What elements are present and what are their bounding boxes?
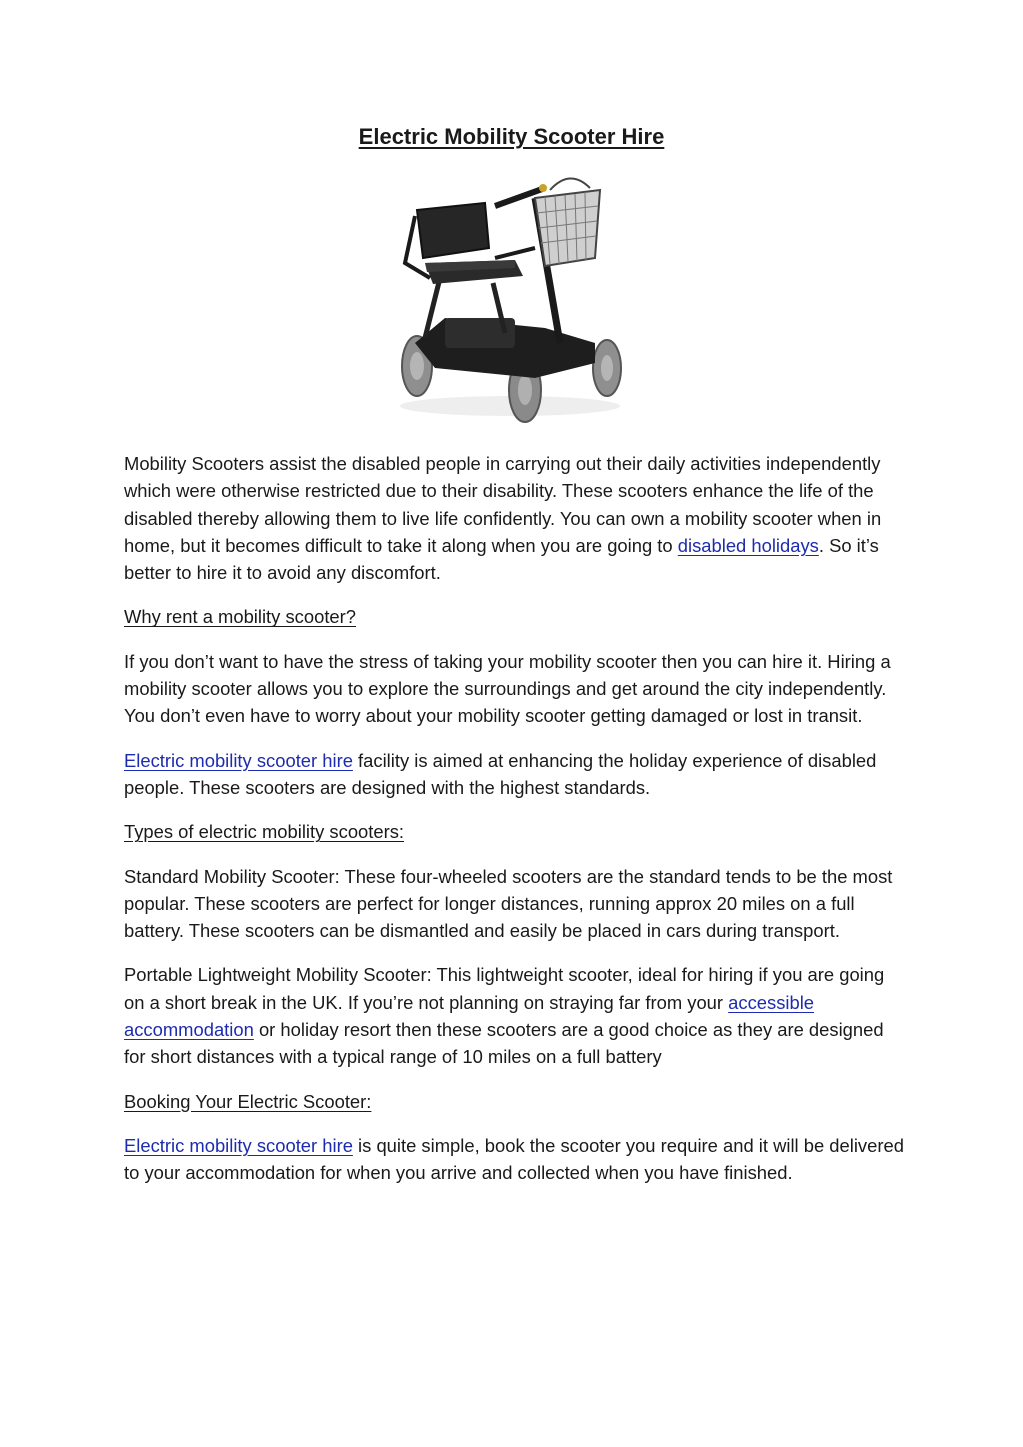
booking-heading: Booking Your Electric Scooter: [124,1090,372,1112]
mobility-scooter-icon [385,168,635,430]
booking-paragraph [124,1132,904,1187]
intro-text: Mobility Scooters assist the disabled people in carrying out their daily activities independently which were otherwise restricted due to their disability. These scooters enhance the life of the disabled thereby allowing them to live life confidently. You can own a mobility scooter when in home, but it becomes difficult to take it along when you are going to [124,453,882,556]
article-body [124,450,904,1204]
intro-paragraph [124,450,904,586]
page-title: Electric Mobility Scooter Hire [358,124,665,149]
intro-text-end: . So it’s better to hire it to avoid any discomfort. [124,534,879,584]
accessible-accommodation-link[interactable]: accessible accommodation [124,991,815,1041]
standard-scooter-paragraph: Standard Mobility Scooter: These four-wheeled scooters are the standard tends to be the most popular. These scooters are perfect for longer distances, running approx 20 miles on a full battery. These scooters can be dismantled and easily be placed in cars during transport. [124,865,893,942]
portable-text: Portable Lightweight Mobility Scooter: This lightweight scooter, ideal for hiring if you are going on a short break in the UK. If you’re not planning on straying far from your [124,964,885,1013]
facility-paragraph [124,747,904,802]
portable-scooter-paragraph [124,961,904,1070]
disabled-holidays-link[interactable]: disabled holidays [677,534,819,556]
why-rent-paragraph: If you don’t want to have the stress of taking your mobility scooter then you can hire it. Hiring a mobility scooter allows you to explore the surroundings and get around the city independently. You don’t even have to worry about your mobility scooter getting damaged or lost in transit. [124,650,891,727]
facility-text: facility is aimed at enhancing the holiday experience of disabled people. These scooters are designed with the highest standards. [124,749,877,798]
scooter-image [385,168,635,430]
booking-text: is quite simple, book the scooter you require and it will be delivered to your accommodation for when you arrive and collected when you have finished. [124,1134,904,1184]
types-heading: Types of electric mobility scooters: [124,821,405,843]
portable-text-end: or holiday resort then these scooters are a good choice as they are designed for short distances with a typical range of 10 miles on a full battery [124,1019,884,1068]
scooter-hire-link[interactable]: Electric mobility scooter hire [124,749,353,771]
booking-scooter-hire-link[interactable]: Electric mobility scooter hire [124,1134,353,1156]
why-rent-heading: Why rent a mobility scooter? [124,606,357,628]
